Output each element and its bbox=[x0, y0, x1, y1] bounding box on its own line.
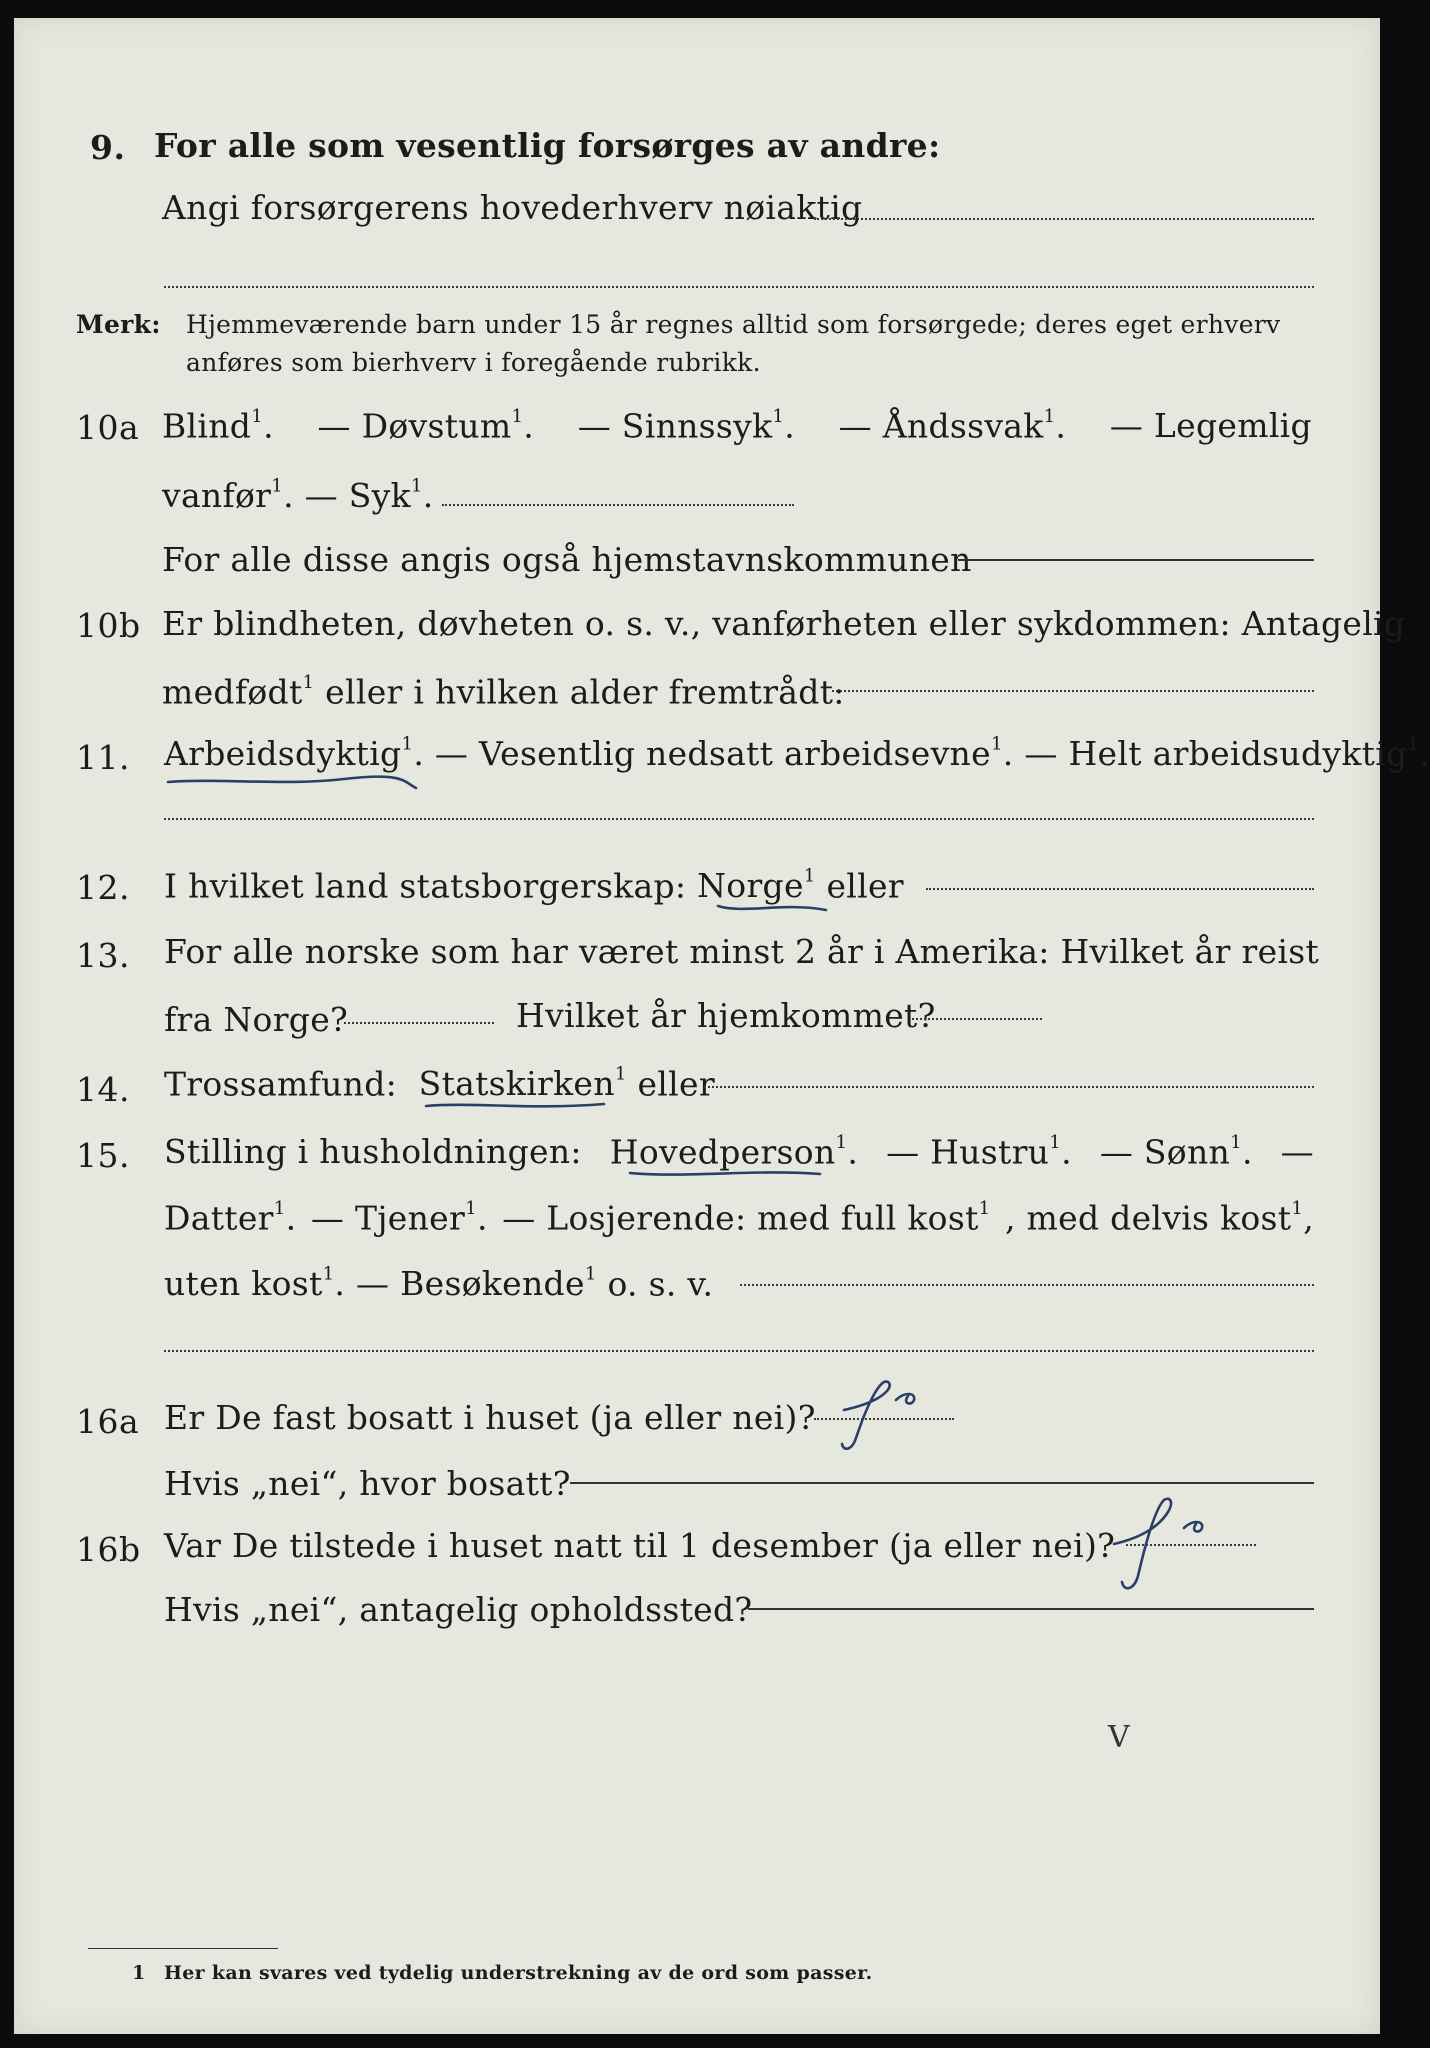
census-form-page bbox=[14, 18, 1430, 2034]
q9-answer-line-2[interactable] bbox=[164, 286, 1314, 288]
merk-line-2: anføres som bierhverv i foregående rubrikk. bbox=[186, 348, 761, 377]
opt-uten-kost: uten kost$^1$. bbox=[164, 1264, 346, 1304]
q15-answer-line-2[interactable] bbox=[164, 1350, 1314, 1352]
merk-line-1: Hjemmeværende barn under 15 år regnes alltid som forsørgede; deres eget erhverv bbox=[186, 310, 1281, 339]
footnote-rule bbox=[88, 1948, 278, 1949]
opt-hovedperson: Hovedperson$^1$. bbox=[609, 1132, 859, 1172]
q10a-line-3: For alle disse angis også hjemstavnskommunen bbox=[162, 540, 972, 579]
handwritten-underline-statskirken bbox=[422, 1096, 612, 1116]
q10a-answer-line[interactable] bbox=[442, 504, 794, 506]
q13-year-returned-line[interactable] bbox=[912, 1018, 1042, 1020]
q16a-handwritten-answer bbox=[822, 1370, 962, 1460]
q13-number: 13. bbox=[76, 936, 130, 975]
opt-nedsatt: — Vesentlig nedsatt arbeidsevne$^1$. bbox=[434, 734, 1014, 774]
q14-answer-line[interactable] bbox=[704, 1086, 1314, 1088]
opt-blind: Blind$^1$. bbox=[162, 406, 274, 446]
q14-number: 14. bbox=[76, 1070, 130, 1109]
q16b-line-1: Var De tilstede i huset natt til 1 desember (ja eller nei)? bbox=[164, 1526, 1116, 1565]
q13-year-left-line[interactable] bbox=[344, 1022, 494, 1024]
q16a-number: 16a bbox=[76, 1402, 140, 1441]
opt-sonn: — Sønn$^1$. bbox=[1099, 1132, 1253, 1172]
check-mark: V bbox=[1108, 1720, 1130, 1755]
q16b-line-2: Hvis „nei“, antagelig opholdssted? bbox=[164, 1590, 753, 1629]
q16a-line-1: Er De fast bosatt i huset (ja eller nei)? bbox=[164, 1398, 816, 1437]
opt-delvis-kost: , med delvis kost$^1$, bbox=[1004, 1198, 1314, 1238]
q12-line: I hvilket land statsborgerskap: Norge$^1$ eller bbox=[164, 866, 904, 906]
merk-label: Merk: bbox=[76, 310, 161, 339]
q16a-residence-line[interactable] bbox=[570, 1482, 1314, 1484]
q13-line-2a: fra Norge? bbox=[164, 1000, 349, 1039]
q16a-line-2: Hvis „nei“, hvor bosatt? bbox=[164, 1464, 571, 1503]
q9-answer-line[interactable] bbox=[814, 218, 1314, 220]
q15-answer-line[interactable] bbox=[740, 1284, 1314, 1286]
q16b-whereabouts-line[interactable] bbox=[748, 1608, 1314, 1610]
q11-answer-line[interactable] bbox=[164, 818, 1314, 820]
q10a-number: 10a bbox=[76, 408, 140, 447]
q9-number: 9. bbox=[90, 128, 126, 167]
q10a-line-2 bbox=[162, 476, 434, 515]
q12-answer-line[interactable] bbox=[926, 888, 1314, 890]
q10b-number: 10b bbox=[76, 606, 141, 645]
q13-line-2b: Hvilket år hjemkommet? bbox=[516, 996, 936, 1035]
q11-line bbox=[164, 734, 1430, 773]
q10a-home-answer-line[interactable] bbox=[958, 559, 1314, 561]
q9-heading: For alle som vesentlig forsørges av andre: bbox=[154, 126, 941, 165]
footnote-marker: 1 bbox=[132, 1962, 146, 1984]
opt-udyktig: — Helt arbeidsudyktig$^1$. bbox=[1024, 734, 1430, 774]
q10b-answer-line[interactable] bbox=[832, 690, 1314, 692]
q11-number: 11. bbox=[76, 738, 130, 777]
handwritten-underline-norge bbox=[714, 898, 834, 920]
opt-vanfor: vanfør$^1$. bbox=[162, 476, 294, 516]
q10b-line-1: Er blindheten, døvheten o. s. v., vanførheten eller sykdommen: Antagelig bbox=[162, 604, 1406, 643]
q16b-number: 16b bbox=[76, 1530, 141, 1569]
opt-andssvak: — Åndssvak$^1$. bbox=[838, 406, 1067, 446]
opt-legemlig: — Legemlig bbox=[1109, 406, 1312, 445]
q12-number: 12. bbox=[76, 868, 130, 907]
opt-full-kost: — Losjerende: med full kost$^1$ bbox=[502, 1198, 991, 1238]
q13-line-1: For alle norske som har været minst 2 år i Amerika: Hvilket år reist bbox=[164, 932, 1320, 971]
opt-statskirken: Statskirken$^1$ bbox=[418, 1064, 627, 1104]
opt-dovstum: — Døvstum$^1$. bbox=[317, 406, 535, 446]
opt-norge: Norge$^1$ bbox=[697, 866, 816, 906]
opt-arbeidsdyktig: Arbeidsdyktig$^1$. bbox=[164, 734, 425, 774]
opt-syk: — Syk$^1$. bbox=[304, 476, 434, 516]
opt-tjener: — Tjener$^1$. bbox=[310, 1198, 488, 1238]
q10b-line-2: medfødt$^1$ eller i hvilken alder fremtrådt: bbox=[162, 672, 845, 712]
q9-question: Angi forsørgerens hovederhverv nøiaktig bbox=[162, 188, 863, 227]
q16b-handwritten-answer bbox=[1104, 1492, 1254, 1602]
q10a-line-1 bbox=[162, 406, 1312, 445]
handwritten-underline-arbeidsdyktig bbox=[164, 770, 424, 794]
opt-datter: Datter$^1$. bbox=[164, 1198, 297, 1238]
q15-number: 15. bbox=[76, 1136, 130, 1175]
footnote-text: Her kan svares ved tydelig understrekning av de ord som passer. bbox=[164, 1962, 873, 1984]
opt-besokende: — Besøkende$^1$ bbox=[356, 1264, 597, 1304]
opt-sinnssyk: — Sinnssyk$^1$. bbox=[577, 406, 796, 446]
opt-hustru: — Hustru$^1$. bbox=[886, 1132, 1072, 1172]
handwritten-underline-hovedperson bbox=[626, 1164, 826, 1184]
q15-line-2 bbox=[164, 1198, 1314, 1237]
q15-line-3: uten kost$^1$. — Besøkende$^1$ o. s. v. bbox=[164, 1264, 714, 1304]
q14-line: Trossamfund: Statskirken$^1$ eller bbox=[164, 1064, 715, 1104]
q15-line-1: Stilling i husholdningen: Hovedperson$^1$. — Hustru$^1$. — Sønn$^1$. — bbox=[164, 1132, 1314, 1172]
